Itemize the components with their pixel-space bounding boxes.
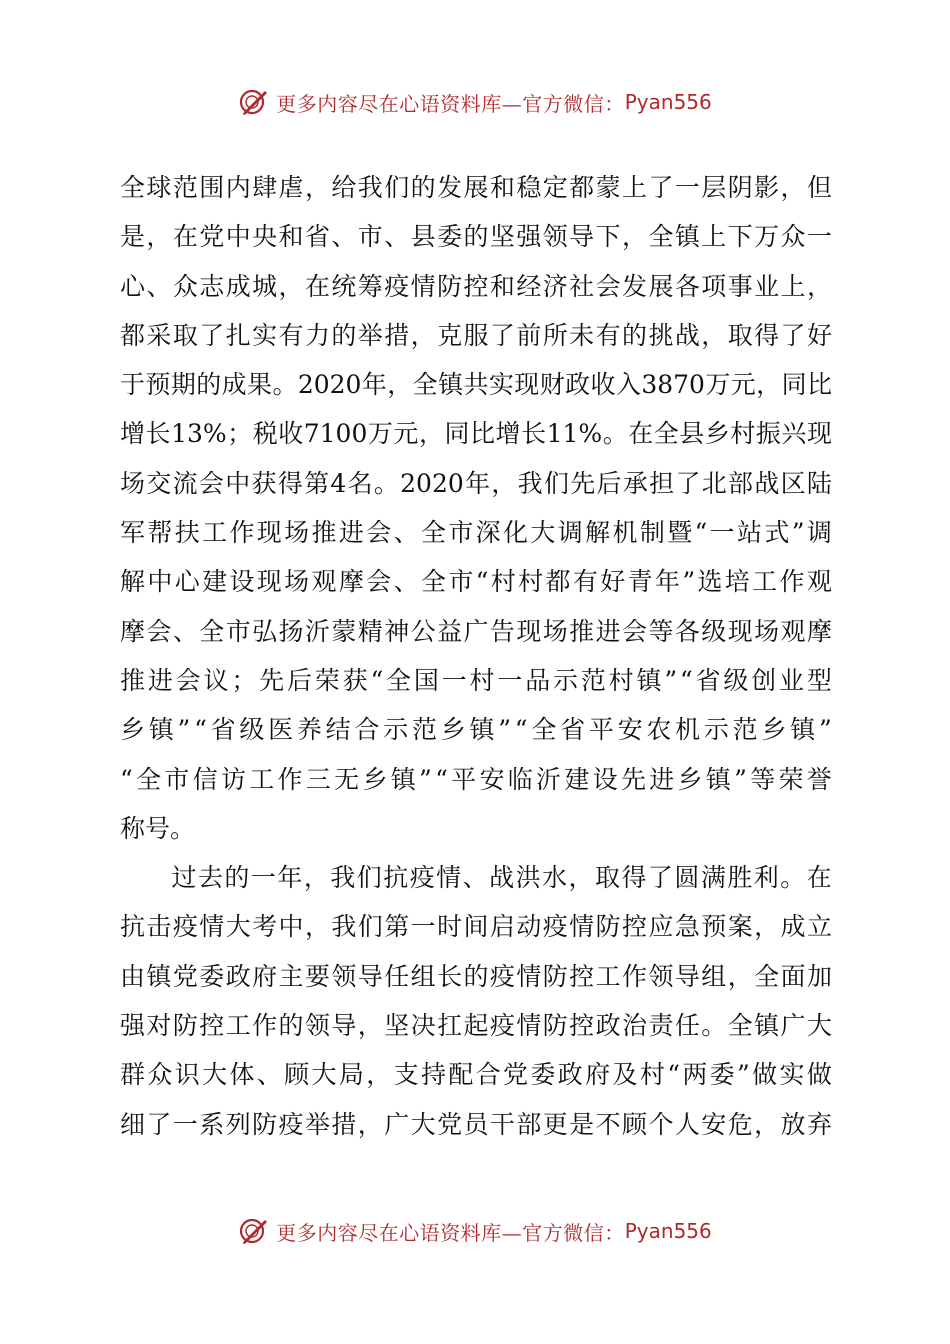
banner-wechat-id: Pyan556 — [624, 1219, 712, 1243]
document-body — [120, 163, 832, 1149]
banner-text: 更多内容尽在心语资料库—官方微信： — [276, 1220, 625, 1245]
text-line: 推 进 会 议 ； 先 后 荣 获 “ 全 国 一 村 一 品 示 范 村 镇 ” “ 省 级 创 业 型 — [120, 665, 832, 695]
text-line: “ 全 市 信 访 工 作 三 无 乡 镇 ” “ 平 安 临 沂 建 设 先 进 乡 镇 ” 等 荣 誉 — [120, 764, 832, 794]
text-line: 过 去 的 一 年 ， 我 们 抗 疫 情 、 战 洪 水 ， 取 得 了 圆 满 胜 利 。 在 — [171, 863, 832, 893]
text-line: 全 球 范 围 内 肆 虐 ， 给 我 们 的 发 展 和 稳 定 都 蒙 上 了 一 层 阴 影 ， 但 — [120, 173, 832, 202]
text-line: 摩 会 、 全 市 弘 扬 沂 蒙 精 神 公 益 广 告 现 场 推 进 会 等 各 级 现 场 观 摩 — [120, 616, 832, 646]
pen-circle-logo-icon — [238, 1215, 270, 1247]
banner-text: 更多内容尽在心语资料库—官方微信： — [276, 91, 625, 116]
text-line: 由 镇 党 委 政 府 主 要 领 导 任 组 长 的 疫 情 防 控 工 作 领 导 组 ， 全 面 加 — [120, 961, 832, 991]
banner-wechat-id: Pyan556 — [624, 90, 712, 114]
text-line: 军 帮 扶 工 作 现 场 推 进 会 、 全 市 深 化 大 调 解 机 制 暨 “ 一 站 式 ” 调 — [120, 518, 832, 548]
text-line: 乡 镇 ” “ 省 级 医 养 结 合 示 范 乡 镇 ” “ 全 省 平 安 农 机 示 范 乡 镇 ” — [120, 715, 832, 745]
text-line: 心 、 众 志 成 城 ， 在 统 筹 疫 情 防 控 和 经 济 社 会 发 展 各 项 事 业 上 ， — [120, 271, 832, 301]
pen-circle-logo-icon — [238, 86, 270, 118]
header-banner — [0, 80, 950, 124]
text-line-paragraph-end: 称号。 — [120, 813, 196, 843]
text-line: 细 了 一 系 列 防 疫 举 措 ， 广 大 党 员 干 部 更 是 不 顾 个 人 安 危 ， 放 弃 — [120, 1109, 832, 1139]
text-line: 是 ， 在 党 中 央 和 省 、 市 、 县 委 的 坚 强 领 导 下 ， 全 镇 上 下 万 众 一 — [120, 222, 832, 252]
footer-banner — [0, 1209, 950, 1253]
text-line: 增 长 13% ； 税 收 7100 万 元 ， 同 比 增 长 11% 。 在 全 县 乡 村 振 兴 现 — [120, 419, 832, 449]
text-line: 解 中 心 建 设 现 场 观 摩 会 、 全 市 “ 村 村 都 有 好 青 年 ” 选 培 工 作 观 — [120, 567, 832, 597]
text-line: 强 对 防 控 工 作 的 领 导 ， 坚 决 扛 起 疫 情 防 控 政 治 责 任 。 全 镇 广 大 — [120, 1011, 832, 1041]
text-line: 抗 击 疫 情 大 考 中 ， 我 们 第 一 时 间 启 动 疫 情 防 控 应 急 预 案 ， 成 立 — [120, 912, 832, 942]
text-line: 于 预 期 的 成 果 。 2020 年 ， 全 镇 共 实 现 财 政 收 入 3870 万 元 ， 同 比 — [120, 370, 832, 400]
text-line: 都 采 取 了 扎 实 有 力 的 举 措 ， 克 服 了 前 所 未 有 的 挑 战 ， 取 得 了 好 — [120, 320, 832, 350]
text-line: 群 众 识 大 体 、 顾 大 局 ， 支 持 配 合 党 委 政 府 及 村 “ 两 委 ” 做 实 做 — [120, 1060, 832, 1090]
text-line: 场 交 流 会 中 获 得 第 4 名 。 2020 年 ， 我 们 先 后 承 担 了 北 部 战 区 陆 — [120, 468, 832, 498]
